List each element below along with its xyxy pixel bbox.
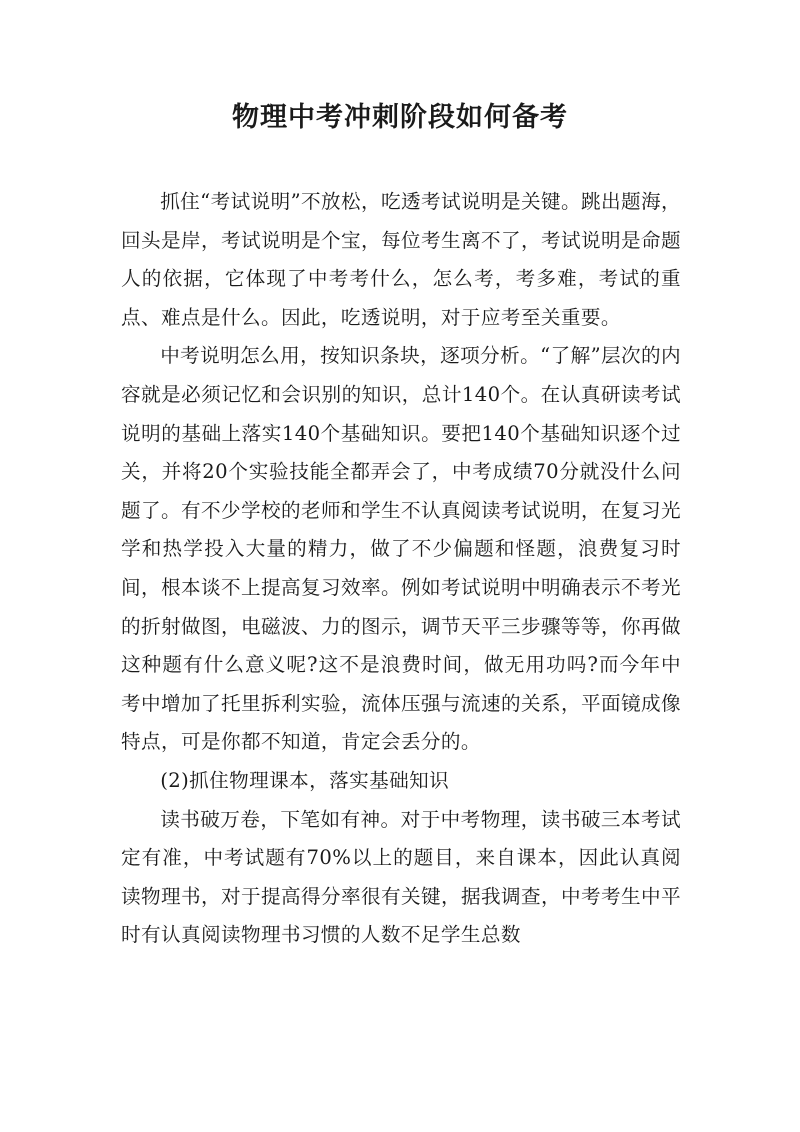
paragraph-1: 抓住“考试说明”不放松，吃透考试说明是关键。跳出题海，回头是岸，考试说明是个宝，每位考生离不了，考试说明是命题人的依据，它体现了中考考什么，怎么考，考多难，考试的重点、难点是什么。因此，吃透说明，对于应考至关重要。 (121, 190, 681, 329)
section-heading: (2)抓住物理课本，落实基础知识 (160, 768, 450, 792)
document-body (121, 183, 681, 955)
document-title: 物理中考冲刺阶段如何备考 (232, 102, 568, 133)
paragraph-3: 读书破万卷，下笔如有神。对于中考物理，读书破三本考试定有准，中考试题有70%以上的题目，来自课本，因此认真阅读物理书，对于提高得分率很有关键，据我调查，中考考生中平时有认真阅读物理书习惯的人数不足学生总数 (121, 807, 681, 947)
paragraph-2: 中考说明怎么用，按知识条块，逐项分析。“了解”层次的内容就是必须记忆和会识别的知识，总计140个。在认真研读考试说明的基础上落实140个基础知识。要把140个基础知识逐个过关，并将20个实验技能全都弄会了，中考成绩70分就没什么问题了。有不少学校的老师和学生不认真阅读考试说明，在复习光学和热学投入大量的精力，做了不少偏题和怪题，浪费复习时间，根本谈不上提高复习效率。例如考试说明中明确表示不考光的折射做图，电磁波、力的图示，调节天平三步骤等等，你再做这种题有什么意义呢?这不是浪费时间，做无用功吗?而今年中考中增加了托里拆利实验，流体压强与流速的关系，平面镜成像特点，可是你都不知道，肯定会丢分的。 (121, 344, 681, 754)
